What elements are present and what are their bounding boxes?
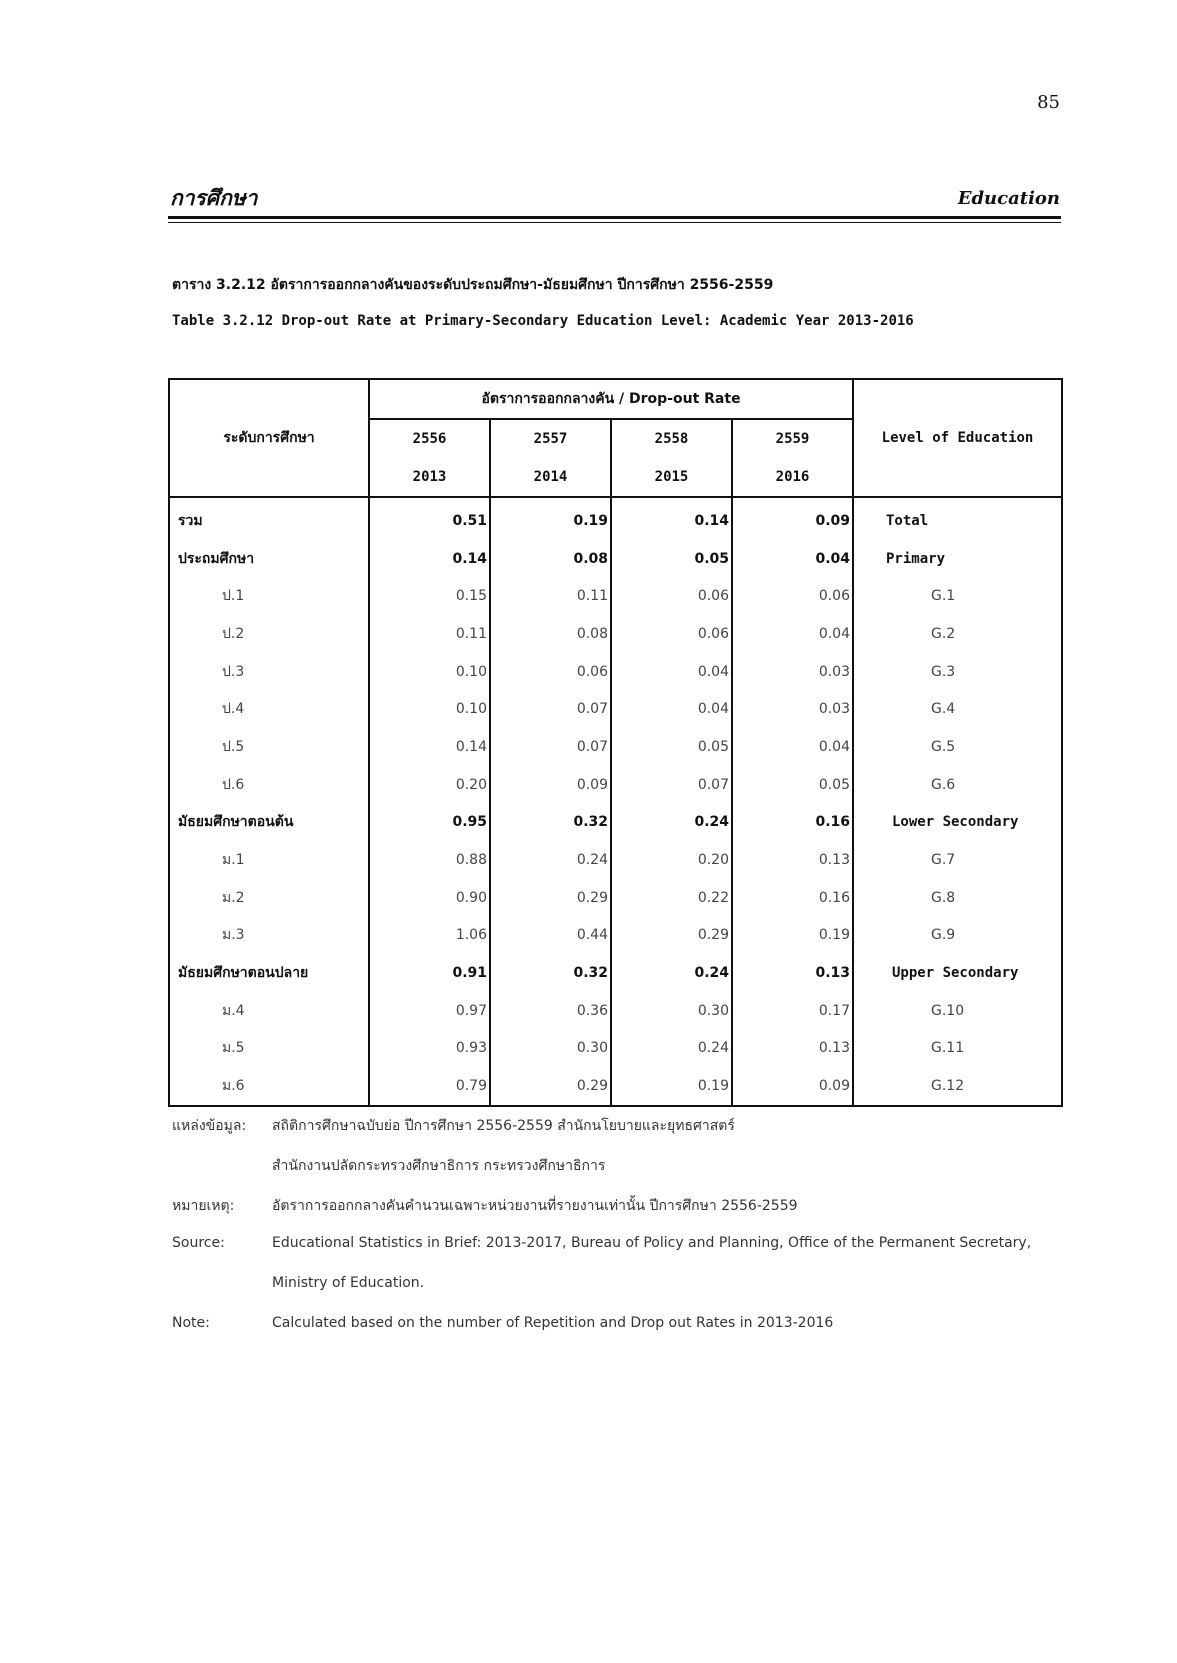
row-label-english: Total xyxy=(853,497,1062,540)
value-cell: 0.13 xyxy=(732,841,853,879)
year-header xyxy=(369,419,490,497)
value-cell: 0.24 xyxy=(611,1030,732,1068)
value-cell: 0.29 xyxy=(490,879,611,917)
year-thai: 2556 xyxy=(412,431,447,447)
value-cell: 0.07 xyxy=(490,690,611,728)
year-header xyxy=(732,419,853,497)
row-label-english: G.7 xyxy=(853,841,1062,879)
value-cell: 0.32 xyxy=(490,954,611,992)
row-label-english: G.10 xyxy=(853,992,1062,1030)
table-row xyxy=(169,766,1062,804)
note-thai-text: อัตราการออกกลางคันคำนวนเฉพาะหน่วยงานที่รายงานเท่านั้น ปีการศึกษา 2556-2559 xyxy=(272,1198,798,1214)
table-row xyxy=(169,841,1062,879)
row-label-english: G.6 xyxy=(853,766,1062,804)
year-english: 2016 xyxy=(775,469,810,485)
value-cell: 0.97 xyxy=(369,992,490,1030)
section-title-english: Education xyxy=(957,188,1060,209)
row-label-thai: ป.6 xyxy=(169,766,369,804)
value-cell: 0.24 xyxy=(611,954,732,992)
value-cell: 0.06 xyxy=(490,653,611,691)
value-cell: 0.79 xyxy=(369,1067,490,1106)
table-row xyxy=(169,992,1062,1030)
row-label-english: Primary xyxy=(853,540,1062,578)
year-english: 2014 xyxy=(533,469,568,485)
value-cell: 0.09 xyxy=(490,766,611,804)
value-cell: 0.29 xyxy=(490,1067,611,1106)
value-cell: 0.08 xyxy=(490,615,611,653)
table-row xyxy=(169,954,1062,992)
year-header xyxy=(611,419,732,497)
value-cell: 0.16 xyxy=(732,879,853,917)
page-number: 85 xyxy=(1037,92,1060,113)
value-cell: 0.15 xyxy=(369,577,490,615)
value-cell: 0.51 xyxy=(369,497,490,540)
value-cell: 0.09 xyxy=(732,497,853,540)
value-cell: 0.04 xyxy=(611,653,732,691)
row-label-english: G.3 xyxy=(853,653,1062,691)
value-cell: 0.24 xyxy=(490,841,611,879)
value-cell: 0.05 xyxy=(611,540,732,578)
row-label-english: G.2 xyxy=(853,615,1062,653)
value-cell: 0.10 xyxy=(369,690,490,728)
value-cell: 0.17 xyxy=(732,992,853,1030)
value-cell: 1.06 xyxy=(369,917,490,955)
value-cell: 0.24 xyxy=(611,804,732,842)
value-cell: 0.05 xyxy=(732,766,853,804)
value-cell: 0.06 xyxy=(611,615,732,653)
value-cell: 0.06 xyxy=(611,577,732,615)
row-label-thai: ป.1 xyxy=(169,577,369,615)
value-cell: 0.19 xyxy=(611,1067,732,1106)
table-row xyxy=(169,804,1062,842)
row-label-english: G.4 xyxy=(853,690,1062,728)
note-english-text: Calculated based on the number of Repetition and Drop out Rates in 2013-2016 xyxy=(272,1315,834,1331)
value-cell: 0.20 xyxy=(369,766,490,804)
value-cell: 0.09 xyxy=(732,1067,853,1106)
value-cell: 0.93 xyxy=(369,1030,490,1068)
table-row xyxy=(169,577,1062,615)
note-english-label: Note: xyxy=(172,1315,210,1331)
table-row xyxy=(169,653,1062,691)
value-cell: 0.30 xyxy=(490,1030,611,1068)
note-thai-label: หมายเหตุ: xyxy=(172,1198,235,1214)
source-english-label: Source: xyxy=(172,1235,225,1251)
row-label-thai: ป.5 xyxy=(169,728,369,766)
row-label-thai: ป.3 xyxy=(169,653,369,691)
source-english-text-2: Ministry of Education. xyxy=(272,1275,425,1291)
header-rule-thick xyxy=(168,216,1061,219)
value-cell: 0.22 xyxy=(611,879,732,917)
row-label-english: Lower Secondary xyxy=(853,804,1062,842)
row-label-thai: ม.3 xyxy=(169,917,369,955)
value-cell: 0.30 xyxy=(611,992,732,1030)
level-header-thai: ระดับการศึกษา xyxy=(169,379,369,497)
table-row xyxy=(169,690,1062,728)
value-cell: 0.19 xyxy=(490,497,611,540)
year-thai: 2557 xyxy=(533,431,568,447)
value-cell: 0.03 xyxy=(732,653,853,691)
table-caption-english: Table 3.2.12 Drop-out Rate at Primary-Secondary Education Level: Academic Year 2013-2016 xyxy=(172,313,914,329)
value-cell: 0.29 xyxy=(611,917,732,955)
level-header-english: Level of Education xyxy=(853,379,1062,497)
value-cell: 0.95 xyxy=(369,804,490,842)
table-row xyxy=(169,917,1062,955)
year-english: 2015 xyxy=(654,469,689,485)
value-cell: 0.11 xyxy=(369,615,490,653)
header-rule-thin xyxy=(168,222,1061,223)
value-cell: 0.08 xyxy=(490,540,611,578)
row-label-english: G.1 xyxy=(853,577,1062,615)
value-cell: 0.13 xyxy=(732,1030,853,1068)
value-cell: 0.88 xyxy=(369,841,490,879)
value-cell: 0.44 xyxy=(490,917,611,955)
row-label-english: G.8 xyxy=(853,879,1062,917)
table-row xyxy=(169,1030,1062,1068)
value-cell: 0.11 xyxy=(490,577,611,615)
value-cell: 0.91 xyxy=(369,954,490,992)
table-row xyxy=(169,497,1062,540)
year-thai: 2559 xyxy=(775,431,810,447)
row-label-thai: ม.5 xyxy=(169,1030,369,1068)
row-label-thai: มัธยมศึกษาตอนต้น xyxy=(169,804,369,842)
table-row xyxy=(169,1067,1062,1106)
value-cell: 0.04 xyxy=(732,615,853,653)
year-english: 2013 xyxy=(412,469,447,485)
table-row xyxy=(169,540,1062,578)
value-cell: 0.04 xyxy=(732,540,853,578)
row-label-thai: ม.4 xyxy=(169,992,369,1030)
source-thai-text: สถิติการศึกษาฉบับย่อ ปีการศึกษา 2556-2559 สำนักนโยบายและยุทธศาสตร์ xyxy=(272,1118,735,1134)
value-cell: 0.13 xyxy=(732,954,853,992)
table-row xyxy=(169,615,1062,653)
value-cell: 0.07 xyxy=(611,766,732,804)
row-label-thai: ม.1 xyxy=(169,841,369,879)
table-row xyxy=(169,879,1062,917)
row-label-english: G.5 xyxy=(853,728,1062,766)
value-cell: 0.90 xyxy=(369,879,490,917)
row-label-thai: มัธยมศึกษาตอนปลาย xyxy=(169,954,369,992)
value-cell: 0.16 xyxy=(732,804,853,842)
dropout-rate-table xyxy=(168,378,1063,1107)
value-cell: 0.03 xyxy=(732,690,853,728)
value-cell: 0.07 xyxy=(490,728,611,766)
row-label-thai: ประถมศึกษา xyxy=(169,540,369,578)
row-label-thai: ป.2 xyxy=(169,615,369,653)
row-label-thai: รวม xyxy=(169,497,369,540)
value-cell: 0.04 xyxy=(611,690,732,728)
row-label-english: G.9 xyxy=(853,917,1062,955)
section-title-thai: การศึกษา xyxy=(170,186,258,210)
value-cell: 0.14 xyxy=(369,540,490,578)
source-english-text: Educational Statistics in Brief: 2013-2017, Bureau of Policy and Planning, Office of the Permanent Secretary, xyxy=(272,1235,1032,1251)
row-label-thai: ป.4 xyxy=(169,690,369,728)
row-label-english: G.12 xyxy=(853,1067,1062,1106)
value-cell: 0.20 xyxy=(611,841,732,879)
row-label-english: Upper Secondary xyxy=(853,954,1062,992)
value-cell: 0.05 xyxy=(611,728,732,766)
row-label-thai: ม.2 xyxy=(169,879,369,917)
table-row xyxy=(169,728,1062,766)
row-label-english: G.11 xyxy=(853,1030,1062,1068)
source-thai-label: แหล่งข้อมูล: xyxy=(172,1118,247,1134)
value-cell: 0.10 xyxy=(369,653,490,691)
row-label-thai: ม.6 xyxy=(169,1067,369,1106)
value-cell: 0.19 xyxy=(732,917,853,955)
value-cell: 0.04 xyxy=(732,728,853,766)
rate-header: อัตราการออกกลางคัน / Drop-out Rate xyxy=(369,379,853,419)
value-cell: 0.32 xyxy=(490,804,611,842)
table-caption-thai: ตาราง 3.2.12 อัตราการออกกลางคันของระดับประถมศึกษา-มัธยมศึกษา ปีการศึกษา 2556-2559 xyxy=(172,277,774,293)
year-header xyxy=(490,419,611,497)
year-thai: 2558 xyxy=(654,431,689,447)
value-cell: 0.14 xyxy=(369,728,490,766)
value-cell: 0.14 xyxy=(611,497,732,540)
value-cell: 0.36 xyxy=(490,992,611,1030)
value-cell: 0.06 xyxy=(732,577,853,615)
source-thai-text-2: สำนักงานปลัดกระทรวงศึกษาธิการ กระทรวงศึกษาธิการ xyxy=(272,1158,606,1174)
